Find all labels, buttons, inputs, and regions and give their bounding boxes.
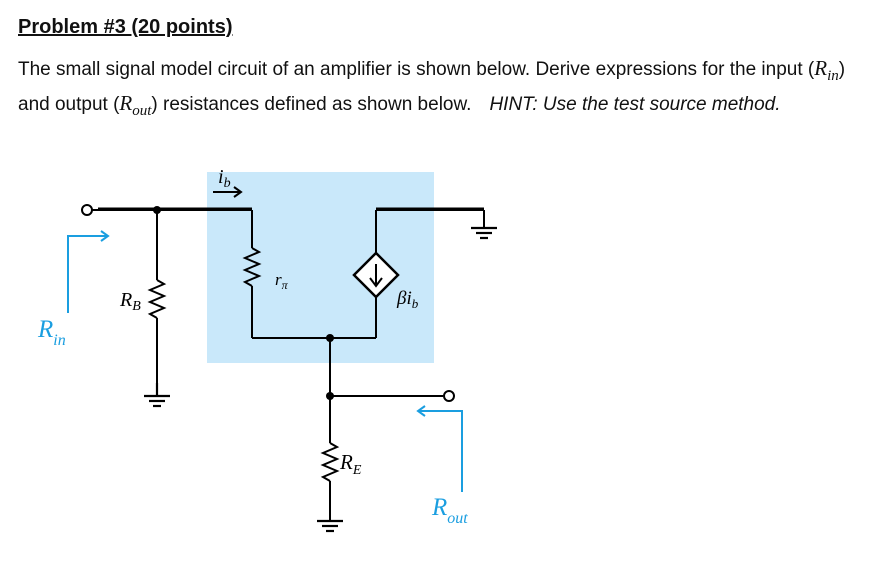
ground-icon-re — [317, 521, 343, 531]
transistor-model-box — [207, 172, 434, 363]
statement-text-1: The small signal model circuit of an amplifier is shown below. Derive expressions for the input ( — [18, 59, 815, 80]
rin-subscript: in — [827, 67, 839, 84]
rin-label: $R_{in}$ — [38, 316, 66, 349]
ground-icon-rb — [144, 383, 170, 406]
rout-symbol: R — [119, 90, 133, 115]
node-dot-output — [326, 392, 334, 400]
rin-symbol: R — [814, 56, 828, 80]
statement-text-2: ) — [838, 59, 846, 80]
ib-label: $i_b$ — [218, 166, 231, 191]
statement-text-4: ) resistances defined as shown below. — [151, 93, 472, 115]
ground-icon-collector — [471, 228, 497, 238]
re-label: $R_E$ — [340, 450, 362, 478]
source-label: $\beta i_b$ — [397, 288, 419, 311]
rout-subscript: out — [132, 102, 152, 119]
statement-text-3: and output ( — [18, 93, 120, 115]
rout-label: $R_{out}$ — [432, 494, 468, 527]
problem-title: Problem #3 (20 points) — [18, 16, 233, 38]
hint-text: HINT: Use the test source method. — [489, 93, 781, 115]
node-dot-emitter — [326, 334, 334, 342]
rpi-label: $r_\pi$ — [275, 270, 288, 292]
rin-arrow-icon — [68, 231, 108, 313]
rb-label: $R_B$ — [120, 289, 141, 314]
output-terminal — [444, 391, 454, 401]
rout-arrow-icon — [418, 406, 462, 492]
input-terminal — [82, 205, 92, 215]
node-dot-base — [153, 206, 161, 214]
